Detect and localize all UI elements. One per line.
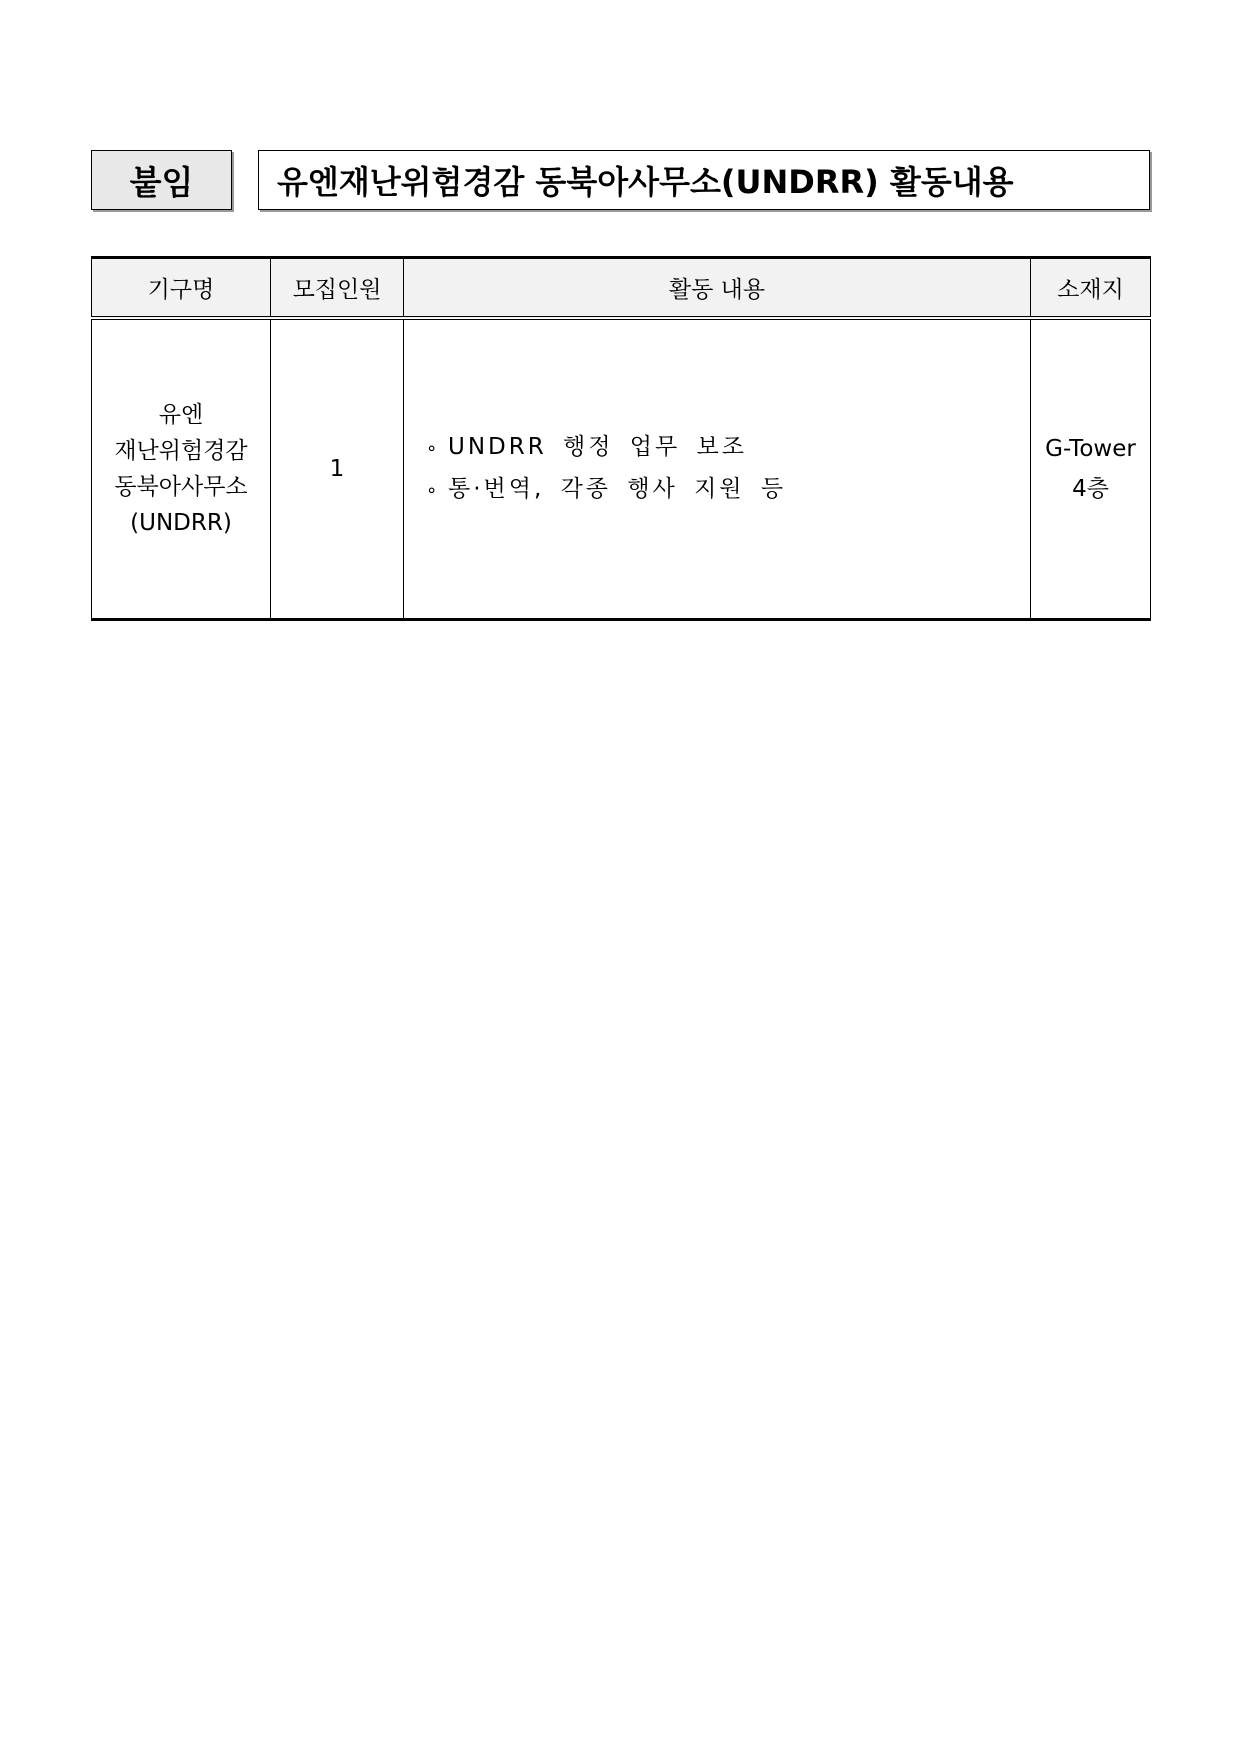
location-line: G-Tower <box>1045 436 1136 462</box>
document-title: 유엔재난위험경감 동북아사무소(UNDRR) 활동내용 <box>277 163 1014 201</box>
org-name-cell <box>92 318 271 620</box>
activity-item <box>426 469 1030 511</box>
location-line: 4층 <box>1072 476 1109 502</box>
activities-list <box>426 427 1030 511</box>
bullet-icon: ∘ <box>426 480 438 501</box>
activity-table <box>91 256 1151 621</box>
column-header-location: 소재지 <box>1031 258 1151 319</box>
column-header-activities: 활동 내용 <box>404 258 1031 319</box>
recruit-count-cell: 1 <box>271 318 404 620</box>
bullet-icon: ∘ <box>426 438 438 459</box>
document-title-box <box>258 150 1150 210</box>
table-row <box>92 318 1151 620</box>
column-header-count: 모집인원 <box>271 258 404 319</box>
activity-item <box>426 427 1030 469</box>
activities-cell <box>404 318 1031 620</box>
org-name-line: 재난위험경감 <box>114 438 248 464</box>
activity-text: UNDRR 행정 업무 보조 <box>448 434 747 460</box>
column-header-org: 기구명 <box>92 258 271 319</box>
org-name-line: 동북아사무소 <box>114 474 248 500</box>
attachment-tag <box>91 150 232 210</box>
activity-text: 통·번역, 각종 행사 지원 등 <box>448 476 787 502</box>
table-header-row <box>92 258 1151 319</box>
org-name-line: (UNDRR) <box>130 510 232 536</box>
location-cell <box>1031 318 1151 620</box>
org-name-line: 유엔 <box>158 402 204 428</box>
attachment-tag-label: 붙임 <box>129 162 194 202</box>
